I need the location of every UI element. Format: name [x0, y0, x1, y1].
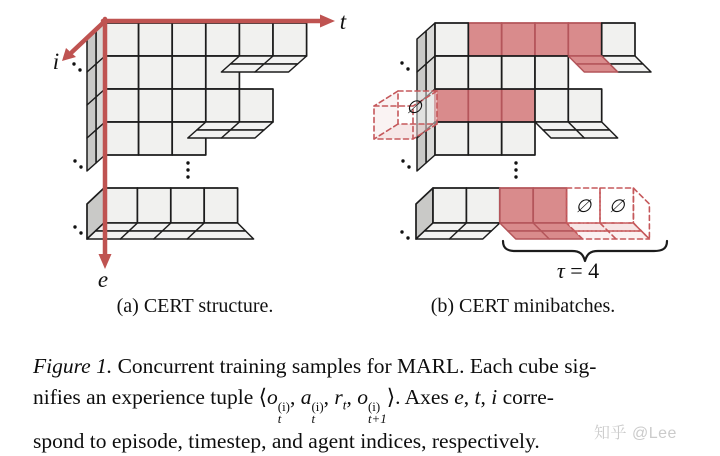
bottom-row-a — [87, 188, 254, 239]
panel-b-caption: (b) CERT minibatches. — [430, 295, 616, 317]
panel-b-minibatches — [374, 23, 667, 283]
figure-label: Figure 1. — [33, 354, 113, 378]
panel-a-caption: (a) CERT structure. — [116, 295, 274, 317]
tau-annotation — [503, 241, 667, 283]
minibatch-cells-row3 — [435, 89, 535, 122]
tau-label: τ = 4 — [556, 258, 600, 283]
axis-t-label: t — [339, 9, 347, 34]
figure-caption-line3: spond to episode, timestep, and agent indices, respectively. — [33, 428, 540, 453]
panel-a-structure — [53, 9, 347, 290]
padding-cubes-bottom — [567, 188, 650, 239]
vdots-b — [514, 161, 517, 178]
bottom-row-b — [416, 188, 649, 239]
overhang-row1-b — [568, 56, 651, 72]
axis-e-label: e — [97, 267, 109, 290]
agent-dots-b — [400, 61, 410, 239]
null-symbol-row3: ∅ — [406, 97, 422, 117]
minibatch-cells-row1 — [468, 23, 601, 56]
axis-t-arrowhead — [320, 15, 335, 28]
agent-dots-a — [72, 62, 82, 234]
figure-caption-line1: Figure 1. Concurrent training samples for MARL. Each cube sig- — [33, 354, 597, 378]
experience-tuple-math: ⟨o (i) t , a (i) t , $r_t$, o (i) t+1 ⟩ — [258, 385, 396, 427]
null-symbol-bottom-2: ∅ — [608, 196, 625, 216]
axis-i-label: i — [52, 49, 60, 74]
agent-depth-strips-a — [87, 23, 105, 171]
null-symbol-bottom-1: ∅ — [575, 196, 592, 216]
figure-caption-line2: nifies an experience tuple ⟨o (i) t , a (i) t , $r_t$, o (i) t+1 ⟩. Axes e, t, i corre- — [33, 385, 554, 427]
watermark: 知乎 @Lee — [594, 425, 677, 442]
overhang-row3-b — [535, 122, 618, 138]
vdots-a — [186, 161, 189, 178]
